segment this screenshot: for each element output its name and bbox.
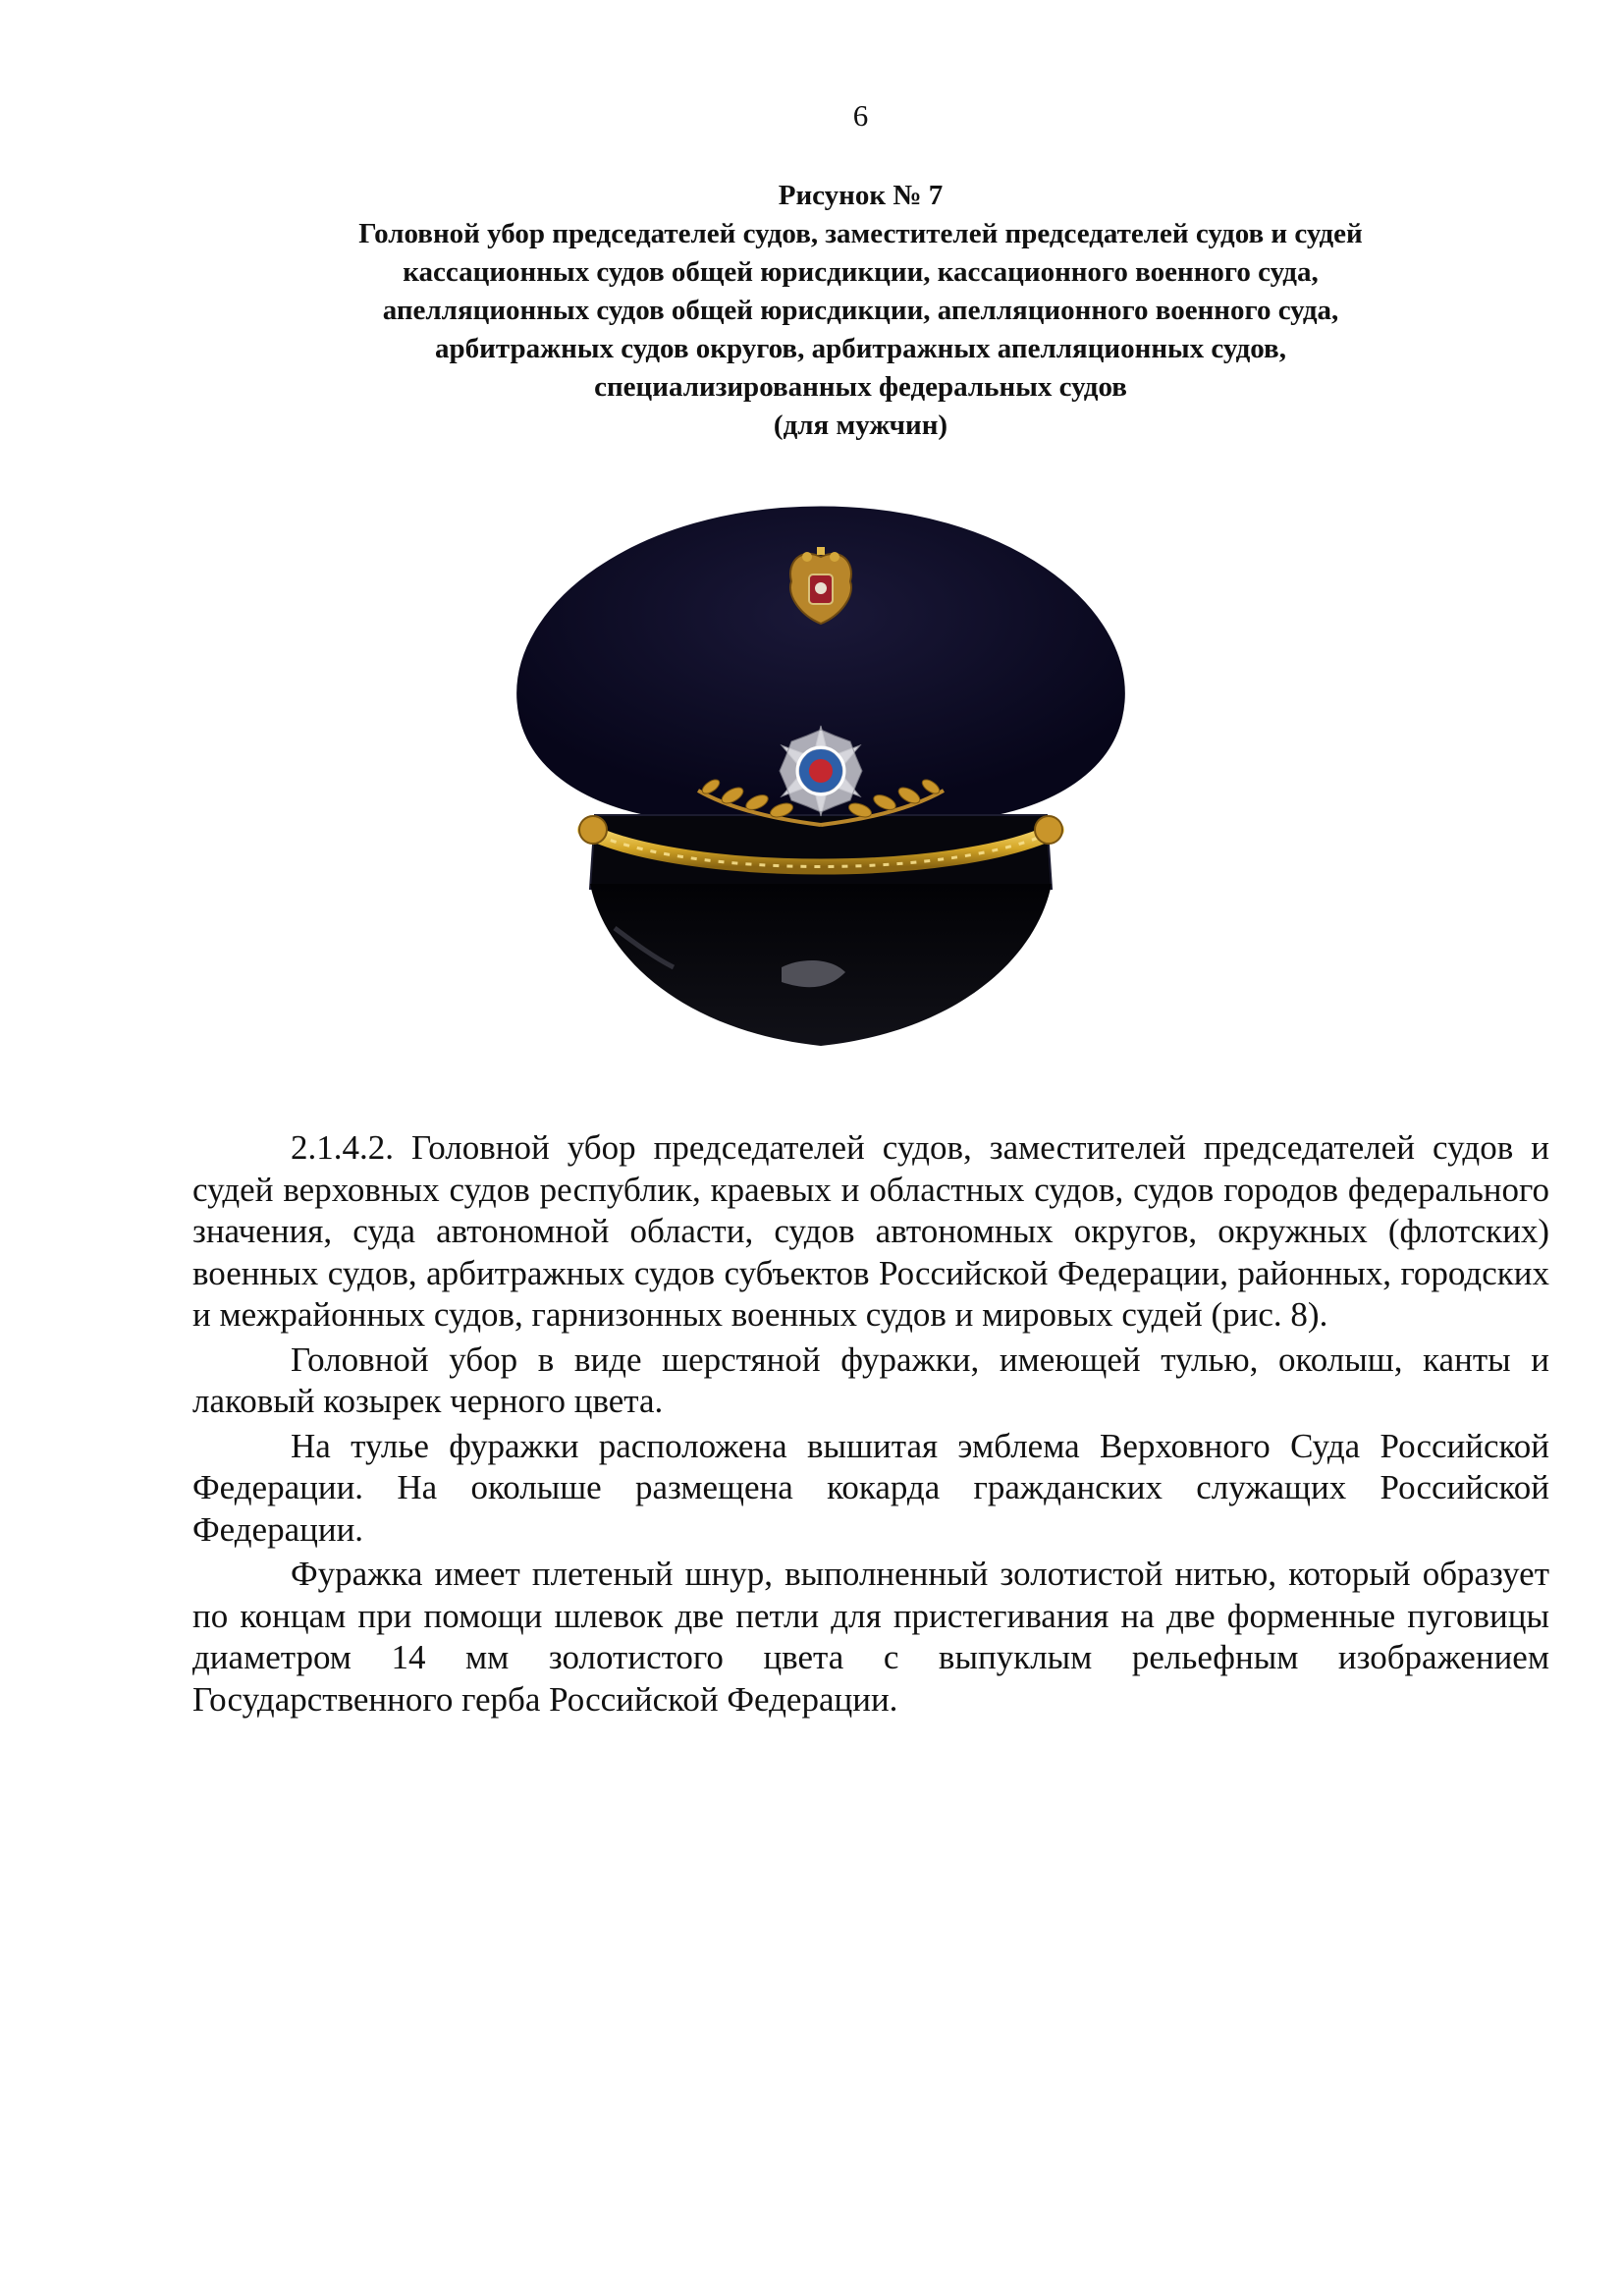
figure-title: Рисунок № 7 <box>778 180 944 211</box>
page-number: 6 <box>852 98 869 133</box>
paragraph: Головной убор в виде шерстяной фуражки, имеющей тулью, околыш, канты и лаковый козырек черного цвета. <box>192 1339 1549 1420</box>
peaked-cap-icon <box>487 496 1155 1085</box>
body-text <box>192 1127 1549 1723</box>
figure-caption <box>196 177 1525 445</box>
paragraph: Фуражка имеет плетеный шнур, выполненный золотистой нитью, который образует по концам при помощи шлевок две петли для пристегивания на две форменные пуговицы диаметром 14 мм золотистого цвета с выпуклым рельефным изображением Государственного герба Российской Федерации. <box>192 1555 1549 1719</box>
paragraph: 2.1.4.2. Головной убор председателей судов, заместителей председателей судов и судей верховных судов республик, краевых и областных судов, судов городов федерального значения, суда автономной области, судов автономных округов, окружных (флотских) военных судов, арбитражных судов субъектов Российской Федерации, районных, городских и межрайонных судов, гарнизонных военных судов и мировых судей (рис. 8). <box>192 1128 1549 1334</box>
peaked-cap-illustration <box>487 496 1155 1085</box>
caption-line: арбитражных судов округов, арбитражных апелляционных судов, <box>435 333 1286 364</box>
caption-line: Головной убор председателей судов, заместителей председателей судов и судей <box>358 218 1363 249</box>
caption-line: специализированных федеральных судов <box>594 371 1127 403</box>
paragraph: На тулье фуражки расположена вышитая эмблема Верховного Суда Российской Федерации. На околыше размещена кокарда гражданских служащих Российской Федерации. <box>192 1426 1549 1549</box>
caption-line: (для мужчин) <box>773 410 948 441</box>
caption-line: кассационных судов общей юрисдикции, кассационного военного суда, <box>403 256 1319 288</box>
caption-line: апелляционных судов общей юрисдикции, апелляционного военного суда, <box>382 295 1339 326</box>
